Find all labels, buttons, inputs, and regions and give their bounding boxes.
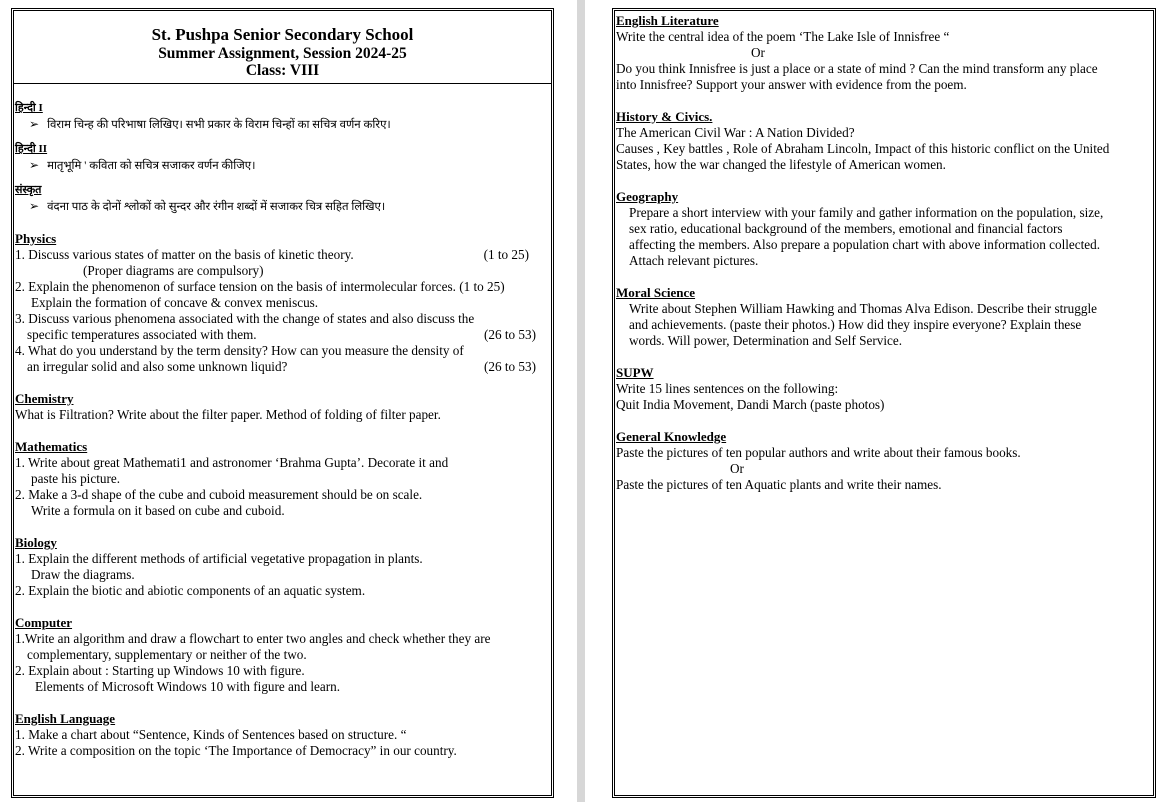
text-line: affecting the members. Also prepare a population chart with above information collected.	[629, 237, 1101, 252]
text-line: 1. Discuss various states of matter on the basis of kinetic theory. (1 to 25)	[15, 247, 529, 262]
section-title-biology: Biology	[15, 535, 57, 550]
list-item: ➢ वंदना पाठ के दोनों श्लोकों को सुन्दर और रंगीन शब्दों में सजाकर चित्र सहित लिखिए।	[29, 199, 386, 213]
text-line: 1.Write an algorithm and draw a flowchart to enter two angles and check whether they are	[15, 631, 491, 646]
text-line: Write a formula on it based on cube and cuboid.	[31, 503, 285, 518]
text-line: an irregular solid and also some unknown liquid? (26 to 53)	[27, 359, 536, 374]
text-line: and achievements. (paste their photos.) How did they inspire everyone? Explain these	[629, 317, 1082, 332]
text-line: complementary, supplementary or neither of the two.	[27, 647, 307, 662]
text-line: 1. Write about great Mathemati1 and astronomer ‘Brahma Gupta’. Decorate it and	[15, 455, 449, 470]
text-line: States, how the war changed the lifestyle of American women.	[616, 157, 946, 172]
text-line: Paste the pictures of ten Aquatic plants and write their names.	[616, 477, 942, 492]
text-line: words. Will power, Determination and Self Service.	[629, 333, 903, 348]
list-item: ➢ मातृभूमि ' कविता को सचित्र सजाकर वर्णन कीजिए।	[29, 158, 256, 172]
text-line: 3. Discuss various phenomena associated with the change of states and also discuss the	[15, 311, 475, 326]
arrow-bullet-icon: ➢	[29, 158, 40, 172]
right-content	[615, 11, 1153, 493]
section-title-mathematics: Mathematics	[15, 439, 88, 454]
page-right	[612, 8, 1156, 798]
document-header	[14, 11, 551, 84]
text-line: 4. What do you understand by the term density? How can you measure the density of	[15, 343, 464, 358]
text-line: Explain the formation of concave & convex meniscus.	[31, 295, 319, 310]
page-separator	[577, 0, 585, 802]
section-title-history-civics: History & Civics.	[616, 109, 713, 124]
text-line: Quit India Movement, Dandi March (paste photos)	[616, 397, 885, 412]
text-line: 2. Make a 3-d shape of the cube and cuboid measurement should be on scale.	[15, 487, 423, 502]
text-line: (Proper diagrams are compulsory)	[83, 263, 264, 278]
text-line: Do you think Innisfree is just a place or a state of mind ? Can the mind transform any place	[616, 61, 1098, 76]
text-line: specific temperatures associated with them. (26 to 53)	[27, 327, 536, 342]
session-title: Summer Assignment, Session 2024-25	[158, 45, 407, 62]
text-line: sex ratio, educational background of the members, emotional and financial factors	[629, 221, 1063, 236]
text-line: Write about Stephen William Hawking and Thomas Alva Edison. Describe their struggle	[629, 301, 1097, 316]
text-line: Paste the pictures of ten popular authors and write about their famous books.	[616, 445, 1021, 460]
or-separator: Or	[751, 45, 765, 60]
section-title-hindi-1: हिन्दी I	[15, 102, 43, 114]
page-left	[11, 8, 554, 798]
text-line: 2. Write a composition on the topic ‘The Importance of Democracy” in our country.	[15, 743, 457, 758]
class-label: Class: VIII	[245, 62, 320, 79]
school-name: St. Pushpa Senior Secondary School	[151, 25, 414, 44]
arrow-bullet-icon: ➢	[29, 199, 40, 213]
text-line: Draw the diagrams.	[31, 567, 135, 582]
section-title-english-language: English Language	[15, 711, 116, 726]
arrow-bullet-icon: ➢	[29, 117, 40, 131]
left-content	[14, 84, 551, 759]
or-separator: Or	[730, 461, 744, 476]
text-line: Causes , Key battles , Role of Abraham Lincoln, Impact of this historic conflict on the United	[616, 141, 1110, 156]
section-title-geography: Geography	[616, 189, 679, 204]
text-line: 2. Explain the phenomenon of surface tension on the basis of intermolecular forces. (1 to 25)	[15, 279, 505, 294]
section-title-moral-science: Moral Science	[616, 285, 696, 300]
text-line: paste his picture.	[31, 471, 120, 486]
section-title-chemistry: Chemistry	[15, 391, 74, 406]
text-line: The American Civil War : A Nation Divided?	[616, 125, 855, 140]
text-line: Elements of Microsoft Windows 10 with figure and learn.	[35, 679, 341, 694]
section-title-hindi-2: हिन्दी II	[15, 143, 48, 155]
text-line: Write the central idea of the poem ‘The Lake Isle of Innisfree “	[616, 29, 950, 44]
page-range: (1 to 25)	[483, 247, 529, 262]
page-range: (26 to 53)	[483, 359, 536, 374]
text-line: Write 15 lines sentences on the following:	[616, 381, 839, 396]
text-line: 2. Explain the biotic and abiotic components of an aquatic system.	[15, 583, 366, 598]
text-line: Prepare a short interview with your family and gather information on the population, size,	[629, 205, 1104, 220]
text-line: 2. Explain about : Starting up Windows 10 with figure.	[15, 663, 305, 678]
list-item: ➢ विराम चिन्ह की परिभाषा लिखिए। सभी प्रकार के विराम चिन्हों का सचित्र वर्णन करिए।	[29, 117, 391, 131]
section-title-computer: Computer	[15, 615, 73, 630]
text-line: 1. Explain the different methods of artificial vegetative propagation in plants.	[15, 551, 423, 566]
page-range: (26 to 53)	[483, 327, 536, 342]
section-title-english-literature: English Literature	[616, 13, 719, 28]
section-title-physics: Physics	[15, 231, 57, 246]
text-line: What is Filtration? Write about the filter paper. Method of folding of filter paper.	[15, 407, 441, 422]
text-line: Attach relevant pictures.	[629, 253, 759, 268]
text-line: 1. Make a chart about “Sentence, Kinds of Sentences based on structure. “	[15, 727, 407, 742]
section-title-general-knowledge: General Knowledge	[616, 429, 727, 444]
section-title-sanskrit: संस्कृत	[15, 184, 42, 196]
section-title-supw: SUPW	[616, 365, 654, 380]
text-line: into Innisfree? Support your answer with evidence from the poem.	[616, 77, 967, 92]
